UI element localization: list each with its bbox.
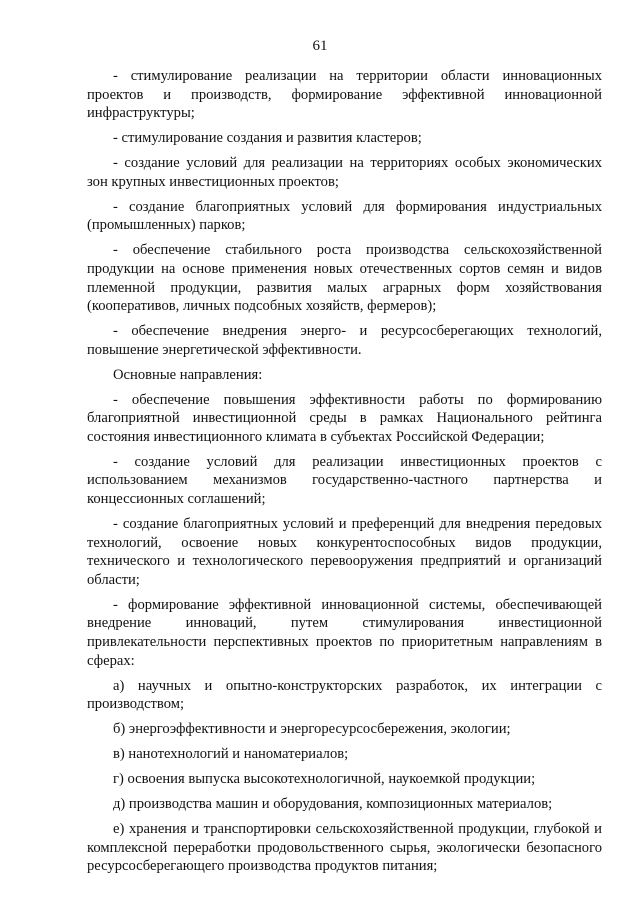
page-number: 61 [312, 38, 328, 54]
paragraph: - обеспечение стабильного роста производства сельскохозяйственной продукции на основе применения новых отечественных сортов семян и видов племенной продукции, развития малых аграрных форм хозяйствования (кооперативов, личных подсобных хозяйств, фермеров); [87, 242, 602, 315]
paragraph: - создание условий для реализации на территориях особых экономических зон крупных инвестиционных проектов; [87, 155, 602, 190]
list-item: в) нанотехнологий и наноматериалов; [113, 746, 349, 763]
paragraph: - стимулирование создания и развития кластеров; [113, 130, 422, 147]
list-item: е) хранения и транспортировки сельскохозяйственной продукции, глубокой и комплексной переработки продовольственного сырья, экологически безопасного ресурсосберегающего производства продуктов питания; [87, 821, 602, 875]
paragraph: - создание условий для реализации инвестиционных проектов с использованием механизмов государственно-частного партнерства и концессионных соглашений; [87, 453, 602, 507]
list-item: б) энергоэффективности и энергоресурсосбережения, экологии; [113, 721, 511, 738]
paragraph: - стимулирование реализации на территории области инновационных проектов и производств, формирование эффективной инновационной инфраструктуры; [87, 68, 602, 122]
paragraph: - обеспечение повышения эффективности работы по формированию благоприятной инвестиционной среды в рамках Национального рейтинга состояния инвестиционного климата в субъектах Российской Федерации; [87, 391, 602, 445]
section-heading: Основные направления: [113, 366, 263, 383]
paragraph: - формирование эффективной инновационной системы, обеспечивающей внедрение инноваций, путем стимулирования инвестиционной привлекательности перспективных проектов по приоритетным направлениям в сферах: [87, 596, 602, 669]
list-item: а) научных и опытно-конструкторских разработок, их интеграции с производством; [87, 677, 602, 713]
paragraph: - создание благоприятных условий для формирования индустриальных (промышленных) парков; [87, 198, 602, 234]
document-body [87, 67, 602, 882]
list-item: д) производства машин и оборудования, композиционных материалов; [113, 796, 553, 813]
paragraph: - создание благоприятных условий и преференций для внедрения передовых технологий, освоение новых конкурентоспособных видов продукции, технического и технологического перевооружения предприятий и организаций области; [87, 515, 602, 588]
list-item: г) освоения выпуска высокотехнологичной, наукоемкой продукции; [113, 771, 536, 788]
paragraph: - обеспечение внедрения энерго- и ресурсосберегающих технологий, повышение энергетической эффективности. [87, 323, 602, 358]
